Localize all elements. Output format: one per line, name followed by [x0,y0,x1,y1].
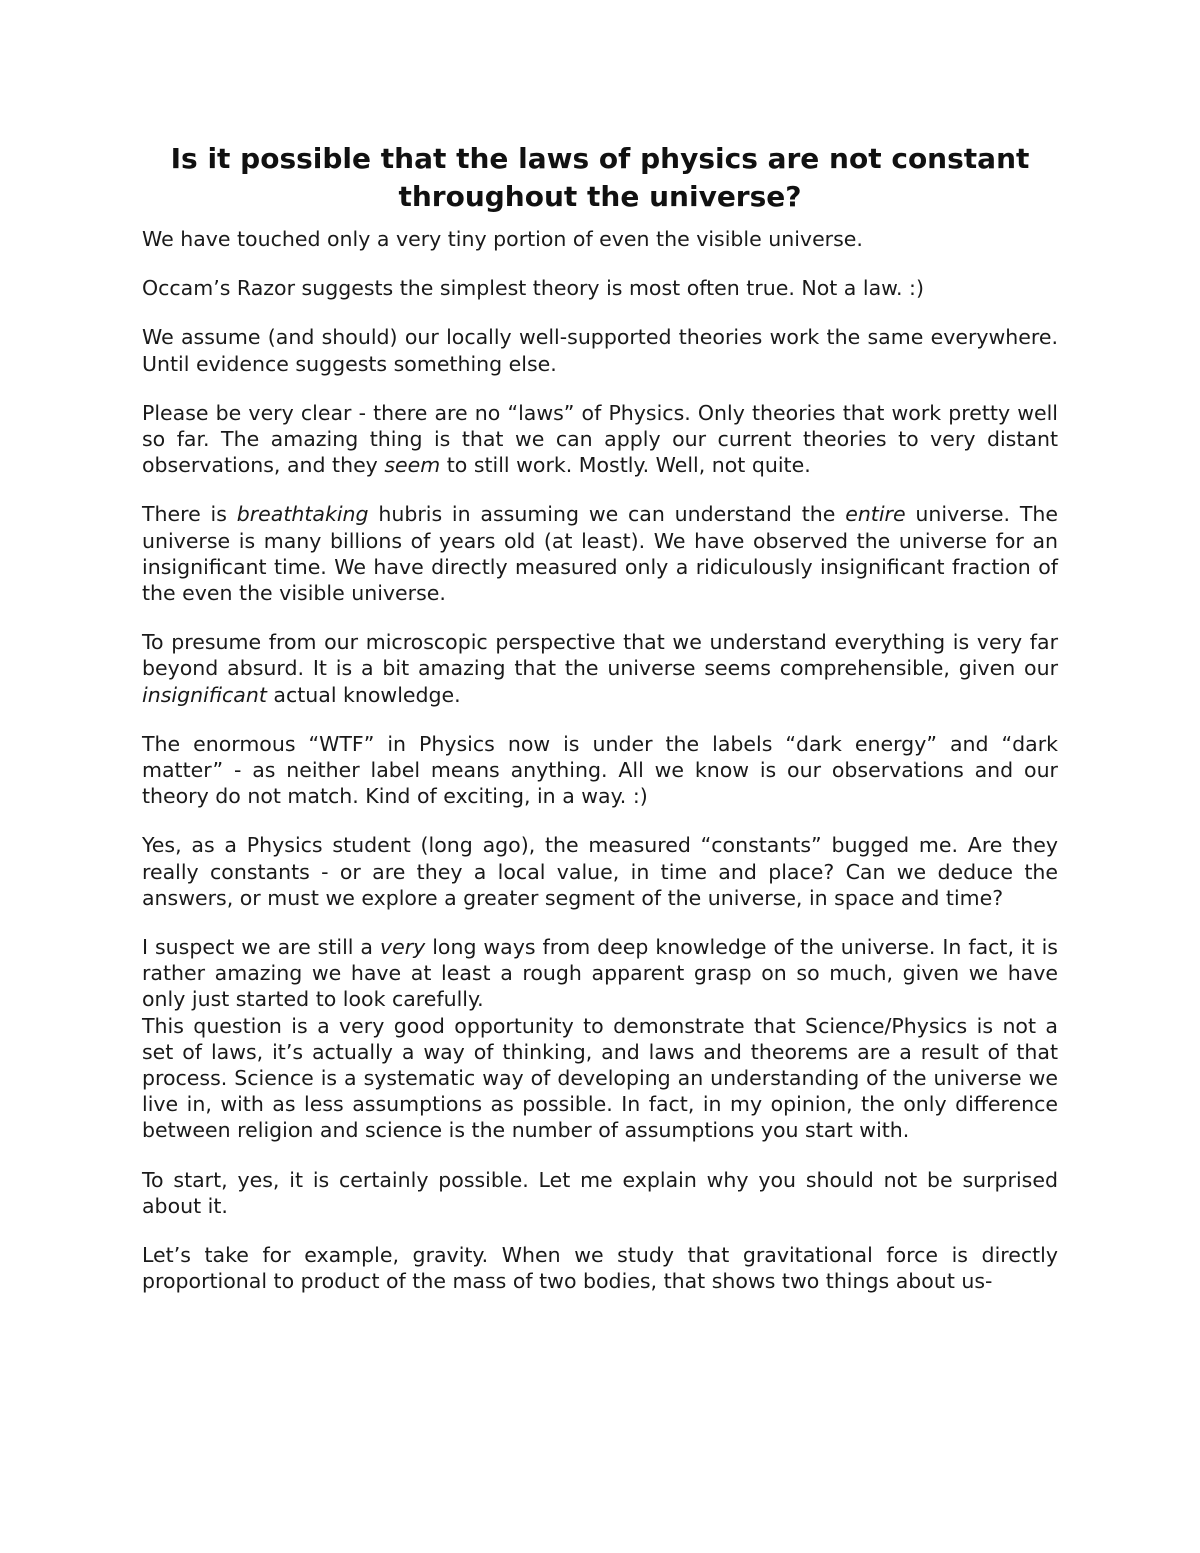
paragraph [142,1013,1058,1144]
paragraph-text: There is [142,502,237,527]
paragraph-text: universe. The universe is many billions of years old (at least). We have observed the universe for an insignificant time. We have directly measured only a ridiculously insignificant fraction of the even the visible universe. [142,502,1058,606]
paragraph [142,400,1058,479]
paragraph-text: We have touched only a very tiny portion of even the visible universe. [142,227,863,251]
paragraph-text: actual knowledge. [266,682,461,707]
paragraph [142,324,1058,376]
paragraph-text: to still work. Mostly. Well, not quite. [440,453,811,478]
paragraph [142,226,1058,252]
paragraph-text: Let’s take for example, gravity. When we study that gravitational force is directly proportional to product of the mass of two bodies, that shows two things about us- [142,1243,1058,1294]
paragraph [142,1242,1058,1294]
emphasized-text: breathtaking [236,502,369,527]
document-body [142,140,1058,1318]
paragraph [142,934,1058,1013]
emphasized-text: very [379,935,426,960]
paragraph-text: I suspect we are still a [142,935,380,960]
paragraph-text: To presume from our microscopic perspective that we understand everything is very far beyond absurd. It is a bit amazing that the universe seems comprehensible, given our [142,630,1058,681]
paragraph [142,1167,1058,1219]
paragraph-text: We assume (and should) our locally well-supported theories work the same everywhere. Until evidence suggests something else. [142,325,1058,376]
emphasized-text: entire [845,502,906,527]
paragraph [142,832,1058,911]
emphasized-text: insignificant [142,682,267,707]
paragraph-list [142,226,1058,1295]
paragraph-text: long ways from deep knowledge of the universe. In fact, it is rather amazing we have at least a rough apparent grasp on so much, given we have only just started to look carefully. [142,935,1058,1012]
paragraph [142,275,1058,301]
paragraph-text: Please be very clear - there are no “laws” of Physics. Only theories that work pretty well so far. The amazing thing is that we can apply our current theories to very distant observations, and they [142,400,1058,478]
paragraph [142,629,1058,708]
paragraph [142,731,1058,810]
emphasized-text: seem [384,453,441,478]
paragraph-text: Yes, as a Physics student (long ago), the measured “constants” bugged me. Are they really constants - or are they a local value, in time and place? Can we deduce the answers, or must we explore a greater segment of the universe, in space and time? [142,833,1058,910]
document-title: Is it possible that the laws of physics are not constant throughout the universe? [170,142,1030,213]
paragraph-text: The enormous “WTF” in Physics now is under the labels “dark energy” and “dark matter” - as neither label means anything. All we know is our observations and our theory do not match. Kind of exciting, in a way. :) [142,731,1058,809]
paragraph [142,501,1058,606]
paragraph-text: This question is a very good opportunity to demonstrate that Science/Physics is not a set of laws, it’s actually a way of thinking, and laws and theorems are a result of that process. Science is a systematic way of developing an understanding of the universe we live in, with as less assumptions as possible. In fact, in my opinion, the only difference between religion and science is the number of assumptions you start with. [142,1013,1058,1143]
paragraph-text: hubris in assuming we can understand the [368,502,846,527]
paragraph-text: To start, yes, it is certainly possible. Let me explain why you should not be surprised about it. [142,1167,1058,1218]
paragraph-text: Occam’s Razor suggests the simplest theory is most often true. Not a law. :) [142,276,924,301]
